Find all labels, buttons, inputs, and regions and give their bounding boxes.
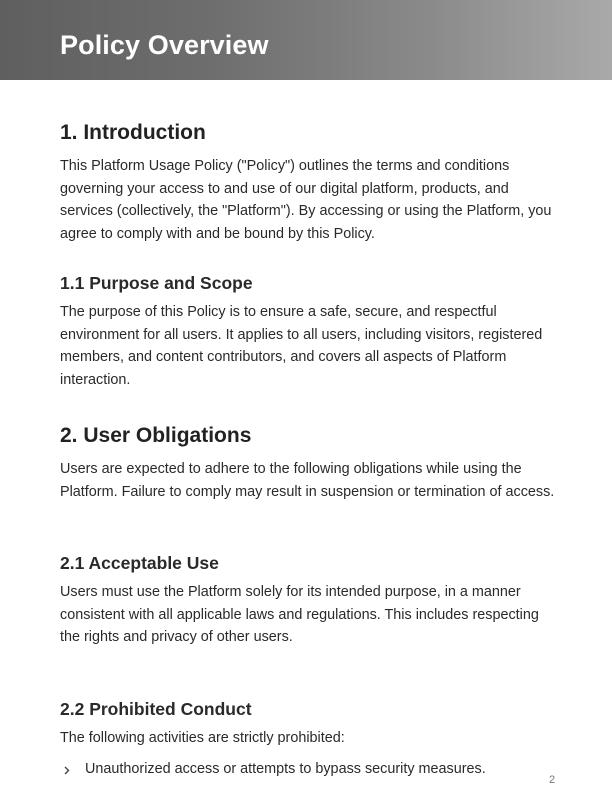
- subsection-heading: 1.1 Purpose and Scope: [60, 273, 253, 293]
- subsection-paragraph: The following activities are strictly prohibited:: [60, 729, 345, 746]
- section-heading: 1. Introduction: [60, 121, 206, 144]
- page-title: Policy Overview: [60, 30, 269, 60]
- chevron-right-icon: [62, 760, 72, 770]
- section-purpose-and-scope: [60, 245, 555, 391]
- section-paragraph: Users are expected to adhere to the following obligations while using the Platform. Failure to comply may result in suspension or termination of access.: [60, 461, 555, 500]
- subsection-heading: 2.2 Prohibited Conduct: [60, 698, 252, 719]
- list-item: [60, 758, 555, 781]
- subsection-paragraph: Users must use the Platform solely for its intended purpose, in a manner consistent with all applicable laws and regulations. This includes respecting the rights and privacy of other users.: [60, 584, 539, 645]
- section-heading: 2. User Obligations: [60, 424, 252, 447]
- section-prohibited-conduct: [60, 649, 555, 781]
- list-item-text: Unauthorized access or attempts to bypass security measures.: [85, 761, 486, 777]
- subsection-paragraph: The purpose of this Policy is to ensure a safe, secure, and respectful environment for all users. It applies to all users, including visitors, registered members, and content contributors, and covers all aspects of Platform interaction.: [60, 304, 543, 388]
- page-header: [0, 0, 612, 80]
- section-paragraph: This Platform Usage Policy ("Policy") outlines the terms and conditions governing your access to and use of our digital platform, products, and services (collectively, the "Platform"). By accessing or using the Platform, you agree to comply with and be bound by this Policy.: [60, 158, 552, 242]
- section-introduction: [60, 80, 555, 245]
- section-user-obligations: [60, 391, 555, 503]
- page-number: 2: [549, 774, 556, 786]
- section-acceptable-use: [60, 503, 555, 649]
- subsection-heading: 2.1 Acceptable Use: [60, 553, 219, 573]
- document-body: [60, 80, 555, 781]
